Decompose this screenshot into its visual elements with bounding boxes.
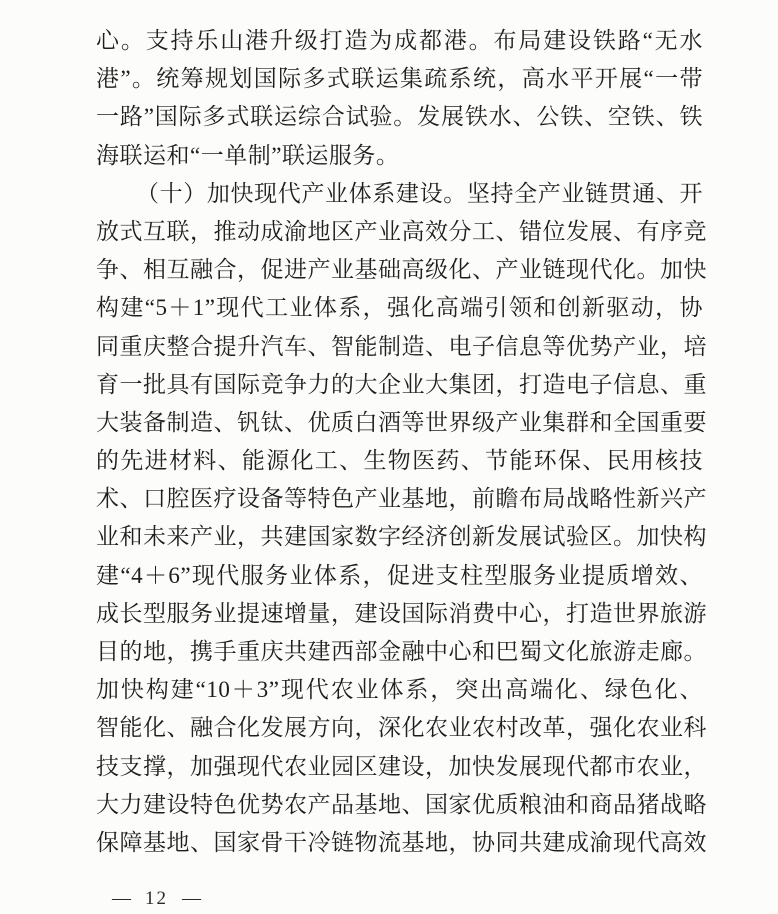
text-line: 业和未来产业，共建国家数字经济创新发展试验区。加快构	[96, 524, 707, 550]
footer-right-dash: —	[182, 888, 201, 909]
text-line: 港”。统筹规划国际多式联运集疏系统，高水平开展“一带	[96, 66, 703, 92]
text-line: 大装备制造、钒钛、优质白酒等世界级产业集群和全国重要	[96, 409, 707, 435]
text-line: 加快构建“10＋3”现代农业体系，突出高端化、绿色化、	[96, 677, 703, 703]
text-block	[96, 22, 707, 862]
text-line: 一路”国际多式联运综合试验。发展铁水、公铁、空铁、铁	[96, 104, 703, 130]
text-line: 争、相互融合，促进产业基础高级化、产业链现代化。加快	[96, 257, 707, 283]
text-line: 目的地，携手重庆共建西部金融中心和巴蜀文化旅游走廊。	[96, 639, 707, 664]
text-line: 成长型服务业提速增量，建设国际消费中心，打造世界旅游	[96, 600, 707, 626]
text-line: 心。支持乐山港升级打造为成都港。布局建设铁路“无水	[96, 28, 703, 53]
page-footer	[112, 888, 201, 910]
text-line: 技支撑，加强现代农业园区建设，加快发展现代都市农业，	[96, 753, 707, 779]
footer-left-dash: —	[112, 888, 131, 909]
text-line: 保障基地、国家骨干冷链物流基地，协同共建成渝现代高效	[96, 829, 707, 855]
text-line: 的先进材料、能源化工、生物医药、节能环保、民用核技	[96, 448, 703, 474]
text-line: （十）加快现代产业体系建设。坚持全产业链贯通、开	[136, 180, 703, 206]
text-line: 放式互联，推动成渝地区产业高效分工、错位发展、有序竞	[96, 218, 707, 244]
page-number: 12	[145, 888, 168, 909]
text-line: 育一批具有国际竞争力的大企业大集团，打造电子信息、重	[96, 371, 707, 397]
text-line: 构建“5＋1”现代工业体系，强化高端引领和创新驱动，协	[96, 295, 703, 321]
text-line: 大力建设特色优势农产品基地、国家优质粮油和商品猪战略	[96, 791, 707, 817]
text-line: 海联运和“一单制”联运服务。	[96, 142, 400, 168]
text-line: 术、口腔医疗设备等特色产业基地，前瞻布局战略性新兴产	[96, 486, 707, 512]
text-line: 同重庆整合提升汽车、智能制造、电子信息等优势产业，培	[96, 333, 707, 359]
text-line: 建“4＋6”现代服务业体系，促进支柱型服务业提质增效、	[96, 562, 703, 588]
text-line: 智能化、融合化发展方向，深化农业农村改革，强化农业科	[96, 715, 707, 741]
